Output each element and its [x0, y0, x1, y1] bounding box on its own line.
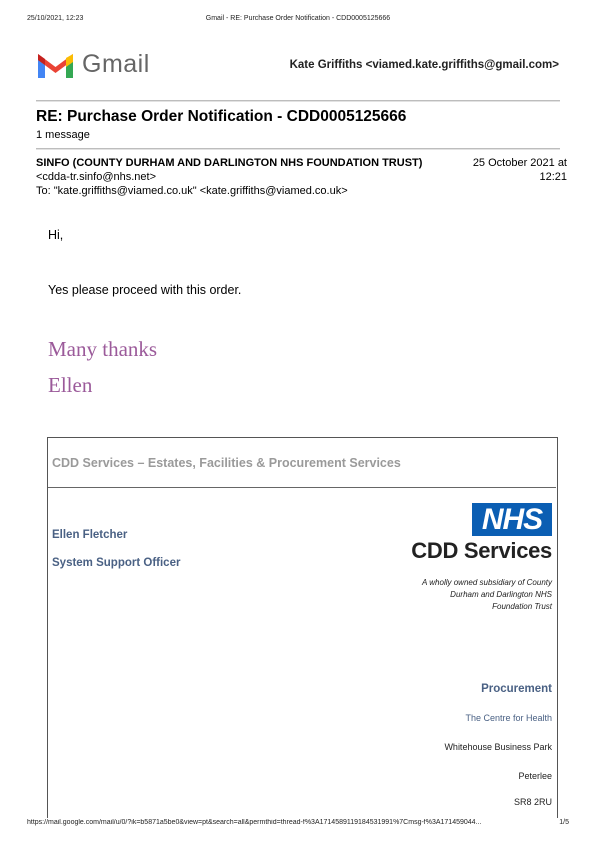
address-line: Peterlee [518, 771, 552, 781]
address-line: The Centre for Health [465, 713, 552, 723]
to-label: To: [36, 185, 51, 197]
sender-name: SINFO (COUNTY DURHAM AND DARLINGTON NHS FOUNDATION TRUST) [36, 157, 423, 169]
subsidiary-line: Foundation Trust [492, 602, 552, 611]
email-subject: RE: Purchase Order Notification - CDD0005125666 [36, 108, 407, 125]
message-count: 1 message [36, 129, 90, 141]
subsidiary-line: A wholly owned subsidiary of County [422, 578, 552, 587]
subsidiary-line: Durham and Darlington NHS [450, 590, 552, 599]
account-name: Kate Griffiths <viamed.kate.griffiths@gmail.com> [289, 59, 559, 71]
page-number: 1/5 [559, 819, 569, 826]
signature-department: Procurement [481, 683, 552, 695]
email-signoff-name: Ellen [48, 373, 93, 397]
email-signoff: Many thanks [48, 337, 158, 361]
gmail-wordmark: Gmail [82, 50, 150, 78]
signature-name: Ellen Fletcher [52, 529, 128, 541]
subsidiary-note [362, 577, 552, 613]
address-line: SR8 2RU [513, 797, 552, 807]
print-footer-url: https://mail.google.com/mail/u/0/?ik=b5871a5be0&view=pt&search=all&permthid=thread-f%3A1714589119184531991%7Cmsg-f%3A171459044... [27, 819, 482, 826]
email-greeting: Hi, [48, 228, 64, 242]
message-date-text: 25 October 2021 at [472, 157, 567, 169]
sender-email: <cdda-tr.sinfo@nhs.net> [36, 171, 157, 183]
signature-org-title: CDD Services – Estates, Facilities & Procurement Services [52, 456, 401, 470]
to-value: "kate.griffiths@viamed.co.uk" <kate.griffiths@viamed.co.uk> [53, 185, 348, 197]
signature-box [47, 437, 558, 818]
subject-divider [36, 148, 560, 150]
recipient-line [36, 185, 348, 197]
print-title: Gmail - RE: Purchase Order Notification - CDD0005125666 [205, 15, 391, 22]
print-datetime: 25/10/2021, 12:23 [27, 15, 84, 22]
email-body: Yes please proceed with this order. [48, 283, 242, 297]
cdd-services-logo-text: CDD Services [411, 538, 552, 563]
address-line: Whitehouse Business Park [444, 742, 552, 752]
message-time-text: 12:21 [539, 171, 567, 183]
signature-divider [48, 487, 556, 488]
sender [36, 156, 436, 184]
nhs-logo: NHS [472, 503, 552, 536]
header-divider [36, 100, 560, 102]
message-date [427, 156, 567, 184]
signature-role: System Support Officer [52, 557, 181, 569]
